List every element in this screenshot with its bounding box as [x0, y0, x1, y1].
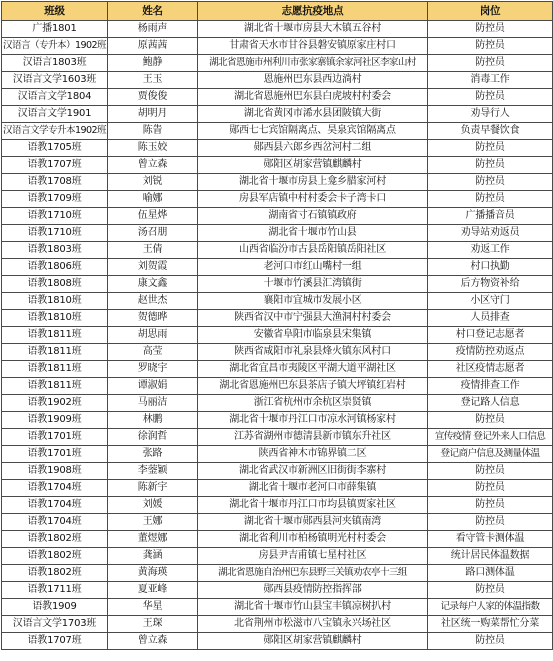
- header-class: 班级: [2, 2, 108, 21]
- cell-position: 防控员: [428, 89, 553, 106]
- cell-class: 汉语言文学专升本1902班: [2, 123, 108, 140]
- cell-name: 夏亚峰: [108, 582, 198, 599]
- cell-location: 湖北省十堰市丹江口市凉水河镇杨家村: [198, 412, 428, 429]
- cell-location: 安徽省阜阳市临泉县宋集镇: [198, 327, 428, 344]
- volunteer-table: [1, 1, 553, 650]
- table-row: [2, 446, 553, 463]
- table-row: [2, 157, 553, 174]
- cell-class: 语教1909: [2, 599, 108, 616]
- cell-class: 语教1909班: [2, 412, 108, 429]
- cell-location: 郧西县疫情防控指挥部: [198, 582, 428, 599]
- cell-class: 语教1811班: [2, 344, 108, 361]
- cell-location: 陕西省汉中市宁强县大渔洞村村委会: [198, 310, 428, 327]
- cell-position: 防控员: [428, 480, 553, 497]
- cell-name: 鲍静: [108, 55, 198, 72]
- cell-location: 湖北省十堰市竹山县: [198, 225, 428, 242]
- cell-position: 防控员: [428, 514, 553, 531]
- cell-position: 统计居民体温数据: [428, 548, 553, 565]
- cell-position: 防控员: [428, 191, 553, 208]
- cell-class: 语教1806班: [2, 259, 108, 276]
- table-row: [2, 344, 553, 361]
- table-row: [2, 463, 553, 480]
- cell-class: 汉语言1803班: [2, 55, 108, 72]
- cell-position: 防控员: [428, 140, 553, 157]
- cell-name: 王玉: [108, 72, 198, 89]
- cell-class: 汉语言文学1804: [2, 89, 108, 106]
- table-row: [2, 123, 553, 140]
- table-body: [2, 21, 553, 650]
- cell-name: 陈眚: [108, 123, 198, 140]
- cell-class: 语教1803班: [2, 242, 108, 259]
- cell-location: 湖北省恩施自治州巴东县野三关镇劝农亭十三组: [198, 565, 428, 582]
- cell-name: 刘锐: [108, 174, 198, 191]
- cell-location: 房县尹吉甫镇七星村社区: [198, 548, 428, 565]
- cell-name: 王倩: [108, 242, 198, 259]
- cell-class: 语教1811班: [2, 327, 108, 344]
- table-row: [2, 55, 553, 72]
- cell-location: 湖北省十堰市竹山县宝丰镇凉树扒村: [198, 599, 428, 616]
- cell-class: 语教1701班: [2, 429, 108, 446]
- table-row: [2, 378, 553, 395]
- cell-location: 湖北省恩施市州利川市张家寨镇余家河社区李家山村: [198, 55, 428, 72]
- cell-position: 登记商户信息及测量体温: [428, 446, 553, 463]
- cell-class: 语教1802班: [2, 548, 108, 565]
- cell-location: 郧阳区胡家营镇麒麟村: [198, 633, 428, 650]
- cell-position: 广播播音员: [428, 208, 553, 225]
- cell-position: 劝导站劝返员: [428, 225, 553, 242]
- cell-location: 湖南省寸石镇镇政府: [198, 208, 428, 225]
- table-row: [2, 531, 553, 548]
- cell-class: 语教1810班: [2, 293, 108, 310]
- table-row: [2, 310, 553, 327]
- cell-location: 房县军店镇中村村委会卡子湾卡口: [198, 191, 428, 208]
- cell-position: 登记路人信息: [428, 395, 553, 412]
- cell-class: 语教1705班: [2, 140, 108, 157]
- cell-name: 李蓥颖: [108, 463, 198, 480]
- cell-name: 刘媛: [108, 497, 198, 514]
- table-row: [2, 191, 553, 208]
- cell-position: 记录每户人家的体温指数: [428, 599, 553, 616]
- cell-location: 湖北省黄冈市浠水县团陂镇大街: [198, 106, 428, 123]
- table-row: [2, 72, 553, 89]
- cell-location: 甘肃省天水市甘谷县磐安镇原家庄村口: [198, 38, 428, 55]
- cell-position: 疫情防控劝返点: [428, 344, 553, 361]
- cell-class: 语教1711班: [2, 582, 108, 599]
- cell-name: 马丽洁: [108, 395, 198, 412]
- cell-position: 村口执勤: [428, 259, 553, 276]
- cell-class: 语教1802班: [2, 531, 108, 548]
- cell-name: 罗晓宇: [108, 361, 198, 378]
- cell-name: 陈新宇: [108, 480, 198, 497]
- cell-location: 湖北省十堰市丹江口市均县镇贾家社区: [198, 497, 428, 514]
- table-row: [2, 89, 553, 106]
- cell-class: 广播1801: [2, 21, 108, 38]
- cell-location: 浙江省杭州市余杭区崇贤镇: [198, 395, 428, 412]
- cell-name: 谭淑娟: [108, 378, 198, 395]
- cell-class: 语教1704班: [2, 497, 108, 514]
- table-row: [2, 225, 553, 242]
- header-location: 志愿抗疫地点: [198, 2, 428, 21]
- cell-class: 语教1811班: [2, 378, 108, 395]
- cell-position: 社区疫情志愿者: [428, 361, 553, 378]
- table-row: [2, 21, 553, 38]
- cell-position: 防控员: [428, 633, 553, 650]
- cell-class: 汉语言（专升本）1902班: [2, 38, 108, 55]
- cell-class: 语教1810班: [2, 310, 108, 327]
- table-row: [2, 395, 553, 412]
- cell-position: 防控员: [428, 582, 553, 599]
- cell-location: 恩施州巴东县西边淌村: [198, 72, 428, 89]
- cell-location: 陕西省咸阳市礼泉县烽火镇东风村口: [198, 344, 428, 361]
- cell-position: 路口测体温: [428, 565, 553, 582]
- cell-name: 王娜: [108, 514, 198, 531]
- cell-location: 襄阳市宜城市发展小区: [198, 293, 428, 310]
- cell-name: 赵世杰: [108, 293, 198, 310]
- table-row: [2, 412, 553, 429]
- cell-position: 消毒工作: [428, 72, 553, 89]
- cell-name: 张路: [108, 446, 198, 463]
- cell-name: 林鹏: [108, 412, 198, 429]
- cell-position: 疫情排查工作: [428, 378, 553, 395]
- cell-class: 语教1707班: [2, 633, 108, 650]
- cell-position: 村口登记志愿者: [428, 327, 553, 344]
- cell-position: 防控员: [428, 174, 553, 191]
- cell-name: 汤召朋: [108, 225, 198, 242]
- cell-name: 龚涵: [108, 548, 198, 565]
- cell-class: 汉语言文学1703班: [2, 616, 108, 633]
- cell-location: 湖北省利川市柏杨镇明光村村委会: [198, 531, 428, 548]
- table-row: [2, 633, 553, 650]
- cell-name: 贺德晔: [108, 310, 198, 327]
- cell-name: 刘贺霞: [108, 259, 198, 276]
- table-row: [2, 174, 553, 191]
- cell-class: 语教1708班: [2, 174, 108, 191]
- cell-position: 防控员: [428, 55, 553, 72]
- table-row: [2, 242, 553, 259]
- cell-name: 王琛: [108, 616, 198, 633]
- cell-name: 原茜茜: [108, 38, 198, 55]
- cell-location: 湖北省十堰市房县上龛乡腊家河村: [198, 174, 428, 191]
- cell-position: 防控员: [428, 412, 553, 429]
- cell-position: 人员排查: [428, 310, 553, 327]
- table-row: [2, 480, 553, 497]
- table-row: [2, 565, 553, 582]
- cell-location: 湖北省十堰市老河口市薛集镇: [198, 480, 428, 497]
- cell-name: 胡明月: [108, 106, 198, 123]
- cell-location: 老河口市红山嘴村一组: [198, 259, 428, 276]
- cell-location: 江苏省湖州市德清县新市镇东升社区: [198, 429, 428, 446]
- header-position: 岗位: [428, 2, 553, 21]
- cell-name: 伍星烨: [108, 208, 198, 225]
- cell-position: 防控员: [428, 157, 553, 174]
- cell-location: 山西省临汾市古县岳阳镇岳阳社区: [198, 242, 428, 259]
- cell-position: 小区守门: [428, 293, 553, 310]
- cell-position: 看守管卡测体温: [428, 531, 553, 548]
- cell-class: 语教1808班: [2, 276, 108, 293]
- cell-position: 防控员: [428, 21, 553, 38]
- cell-position: 防控员: [428, 463, 553, 480]
- cell-location: 湖北省十堰市房县大木镇五谷村: [198, 21, 428, 38]
- cell-class: 语教1704班: [2, 480, 108, 497]
- cell-class: 语教1710班: [2, 225, 108, 242]
- cell-position: 防控员: [428, 497, 553, 514]
- cell-name: 徐润哲: [108, 429, 198, 446]
- cell-name: 胡思雨: [108, 327, 198, 344]
- cell-name: 陈玉姣: [108, 140, 198, 157]
- table-row: [2, 582, 553, 599]
- cell-position: 劝返工作: [428, 242, 553, 259]
- cell-name: 董煜娜: [108, 531, 198, 548]
- table-row: [2, 514, 553, 531]
- table-row: [2, 497, 553, 514]
- cell-class: 语教1811班: [2, 361, 108, 378]
- cell-location: 湖北省恩施州巴东县茶店子镇大坪镇红岩村: [198, 378, 428, 395]
- table-row: [2, 38, 553, 55]
- cell-name: 喻娜: [108, 191, 198, 208]
- cell-class: 语教1710班: [2, 208, 108, 225]
- table-row: [2, 208, 553, 225]
- cell-class: 语教1908班: [2, 463, 108, 480]
- table-row: [2, 616, 553, 633]
- cell-position: 防控员: [428, 38, 553, 55]
- table-row: [2, 548, 553, 565]
- table-row: [2, 106, 553, 123]
- cell-name: 贾俊俊: [108, 89, 198, 106]
- cell-name: 曾立森: [108, 633, 198, 650]
- cell-name: 杨雨声: [108, 21, 198, 38]
- cell-location: 湖北省十堰市郧西县河夹镇南湾: [198, 514, 428, 531]
- cell-position: 社区统一购菜帮忙分菜: [428, 616, 553, 633]
- cell-position: 劝导行人: [428, 106, 553, 123]
- cell-location: 湖北省宜昌市夷陵区平湖大道平湖社区: [198, 361, 428, 378]
- table-row: [2, 140, 553, 157]
- cell-class: 语教1704班: [2, 514, 108, 531]
- cell-location: 十堰市竹溪县汇湾镇街: [198, 276, 428, 293]
- header-name: 姓名: [108, 2, 198, 21]
- cell-location: 郧西县六郎乡西岔河村二组: [198, 140, 428, 157]
- cell-class: 语教1802班: [2, 565, 108, 582]
- cell-location: 陕西省神木市锦界镇二区: [198, 446, 428, 463]
- cell-class: 语教1707班: [2, 157, 108, 174]
- cell-name: 康文鑫: [108, 276, 198, 293]
- cell-location: 湖北省武汉市新洲区旧街街李寨村: [198, 463, 428, 480]
- table-header-row: [2, 2, 553, 21]
- cell-name: 高莹: [108, 344, 198, 361]
- cell-location: 郧西七七宾馆隔离点、昊泉宾馆隔离点: [198, 123, 428, 140]
- cell-position: 后方物资补给: [428, 276, 553, 293]
- cell-name: 曾立森: [108, 157, 198, 174]
- cell-position: 宣传疫情 登记外来人口信息: [428, 429, 553, 446]
- cell-name: 华星: [108, 599, 198, 616]
- table-row: [2, 599, 553, 616]
- cell-class: 语教1709班: [2, 191, 108, 208]
- cell-class: 语教1701班: [2, 446, 108, 463]
- cell-class: 汉语言文学1901: [2, 106, 108, 123]
- cell-location: 湖北省恩施州巴东县白虎坡村村委会: [198, 89, 428, 106]
- table-row: [2, 429, 553, 446]
- table-row: [2, 259, 553, 276]
- table-row: [2, 361, 553, 378]
- cell-position: 负责早餐饮食: [428, 123, 553, 140]
- table-row: [2, 293, 553, 310]
- cell-location: 郧阳区胡家营镇麒麟村: [198, 157, 428, 174]
- table-row: [2, 276, 553, 293]
- cell-name: 黄海瑛: [108, 565, 198, 582]
- cell-location: 北省荆州市松滋市八宝镇永兴场社区: [198, 616, 428, 633]
- cell-class: 语教1902班: [2, 395, 108, 412]
- cell-class: 汉语言文学1603班: [2, 72, 108, 89]
- table-row: [2, 327, 553, 344]
